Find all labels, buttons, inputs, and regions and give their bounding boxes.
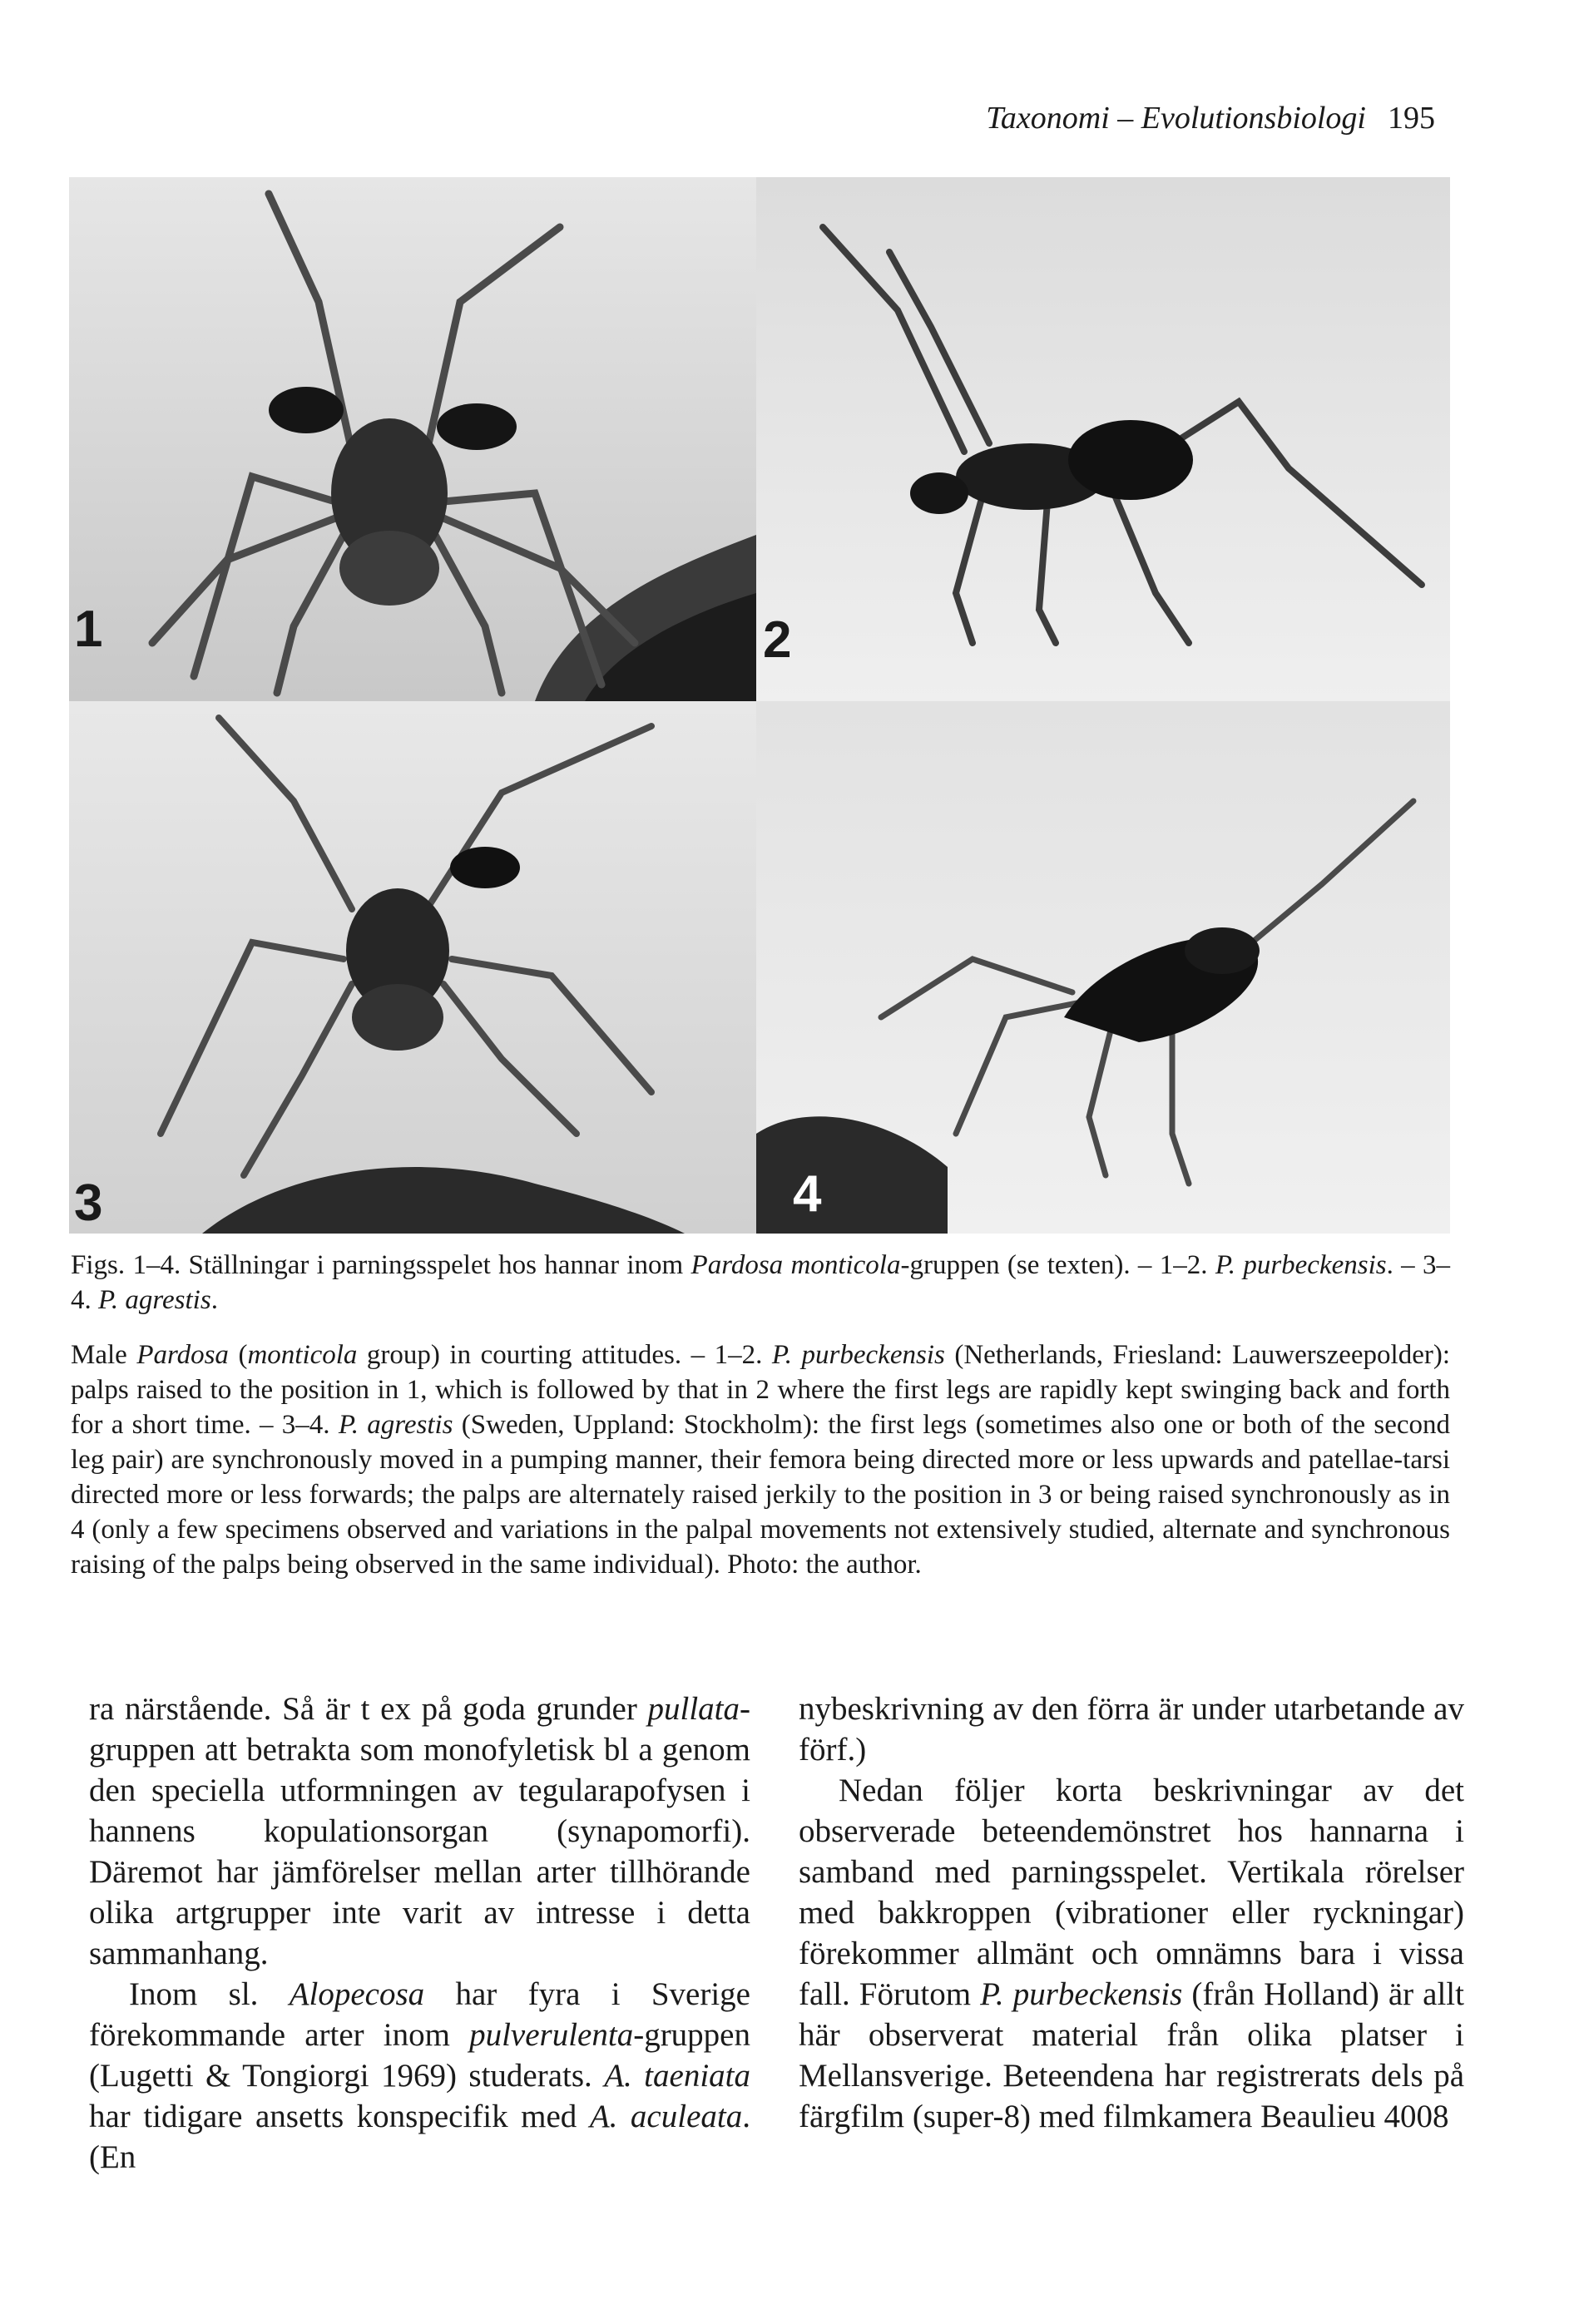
caption-swedish	[71, 1248, 1450, 1318]
body-text: har tidigare ansetts konspecifik med	[89, 2099, 590, 2134]
caption-text: (Sweden, Uppland: Stockholm): the first legs (sometimes also one or both of the second leg pair) are synchronously moved in a pumping manner, their femora being directed more or less upwards and patellae-tarsi directed more or less forwards; the palps are alternately raised jerkily to the position in 3 or being raised synchronously as in 4 (only a few specimens observed and variations in the palpal movements not extensively studied, alternate and synchronous raising of the palps being observed in the same individual). Photo: the author.	[71, 1410, 1450, 1580]
figure-panel-4	[756, 701, 1450, 1234]
body-column-left	[89, 1689, 750, 2178]
body-text: Inom sl.	[129, 1976, 290, 2012]
body-column-right	[799, 1689, 1464, 2137]
figure-panel-1	[69, 177, 756, 701]
body-text: nybeskrivning av den förra är under utarbetande av förf.)	[799, 1691, 1464, 1768]
caption-english	[71, 1338, 1450, 1582]
spider-photo-1	[69, 177, 756, 701]
body-text: . (En	[89, 2099, 750, 2175]
paragraph	[799, 1770, 1464, 2137]
panel-label-4: 4	[793, 1165, 822, 1223]
page-number: 195	[1388, 101, 1435, 136]
figure-panel-2	[756, 177, 1450, 701]
body-taxon: pulverulenta	[469, 2017, 634, 2053]
panel-label-1: 1	[74, 601, 103, 658]
body-text: -gruppen (Lugetti & Tongiorgi 1969) studerats.	[89, 2017, 750, 2094]
caption-text: -gruppen (se texten). – 1–2.	[900, 1250, 1215, 1280]
body-text: (från Holland) är allt här observerat material från olika platser i Mellansverige. Beteendena har registrerats dels på färgfilm (super-8) med filmkamera Beaulieu 4008	[799, 1976, 1464, 2134]
running-head-title: Taxonomi – Evolutionsbiologi	[986, 101, 1366, 136]
caption-taxon: Pardosa	[136, 1340, 229, 1370]
body-text: -gruppen att betrakta som monofyletisk bl a genom den speciella utformningen av tegularapofysen i hannens kopulationsorgan (synapomorfi). Däremot har jämförelser mellan arter tillhörande olika artgrupper inte varit av intresse i detta sammanhang.	[89, 1691, 750, 1971]
caption-taxon: monticola	[247, 1340, 358, 1370]
body-taxon: P. purbeckensis	[980, 1976, 1183, 2012]
caption-text: group) in courting attitudes. – 1–2.	[357, 1340, 772, 1370]
caption-taxon: P. agrestis	[338, 1410, 453, 1440]
panel-label-2: 2	[763, 611, 792, 669]
body-taxon: Alopecosa	[289, 1976, 425, 2012]
paragraph	[89, 1974, 750, 2178]
spider-photo-3	[69, 701, 756, 1234]
figure-panel-3	[69, 701, 756, 1234]
running-head	[957, 100, 1435, 136]
paragraph	[89, 1689, 750, 1974]
body-taxon: A. aculeata	[589, 2099, 743, 2134]
caption-text: Ställningar i parningsspelet hos hannar inom	[181, 1250, 691, 1280]
caption-taxon: Pardosa monticola	[691, 1250, 901, 1280]
caption-text: (	[228, 1340, 248, 1370]
caption-taxon: P. purbeckensis	[1215, 1250, 1387, 1280]
body-taxon: pullata	[647, 1691, 740, 1727]
body-taxon: A. taeniata	[604, 2058, 750, 2094]
caption-text: (Netherlands, Friesland: Lauwerszeepolder): palps raised to the position in 1, which is followed by that in 2 where the first legs are rapidly kept swinging back and forth for a short time. – 3–4.	[71, 1340, 1451, 1440]
figure-caption	[71, 1248, 1450, 1582]
spider-photo-4	[756, 701, 1450, 1234]
caption-text: Male	[71, 1340, 137, 1370]
body-text: har fyra i Sverige förekommande arter inom	[89, 1976, 750, 2053]
caption-text: . – 3–4.	[71, 1250, 1451, 1315]
caption-fig-ref: Figs. 1–4.	[71, 1250, 181, 1280]
body-text: ra närstående. Så är t ex på goda grunder	[89, 1691, 648, 1727]
caption-taxon: P. purbeckensis	[771, 1340, 945, 1370]
spider-photo-2	[756, 177, 1450, 701]
paragraph	[799, 1689, 1464, 1770]
caption-taxon: P. agrestis	[98, 1285, 211, 1315]
body-text: Nedan följer korta beskrivningar av det observerade beteendemönstret hos hannarna i samband med parningsspelet. Vertikala rörelser med bakkroppen (vibrationer eller ryckningar) förekommer allmänt och omnämns bara i vissa fall. Förutom	[799, 1773, 1464, 2012]
panel-label-3: 3	[74, 1174, 103, 1232]
caption-text: .	[210, 1285, 218, 1315]
